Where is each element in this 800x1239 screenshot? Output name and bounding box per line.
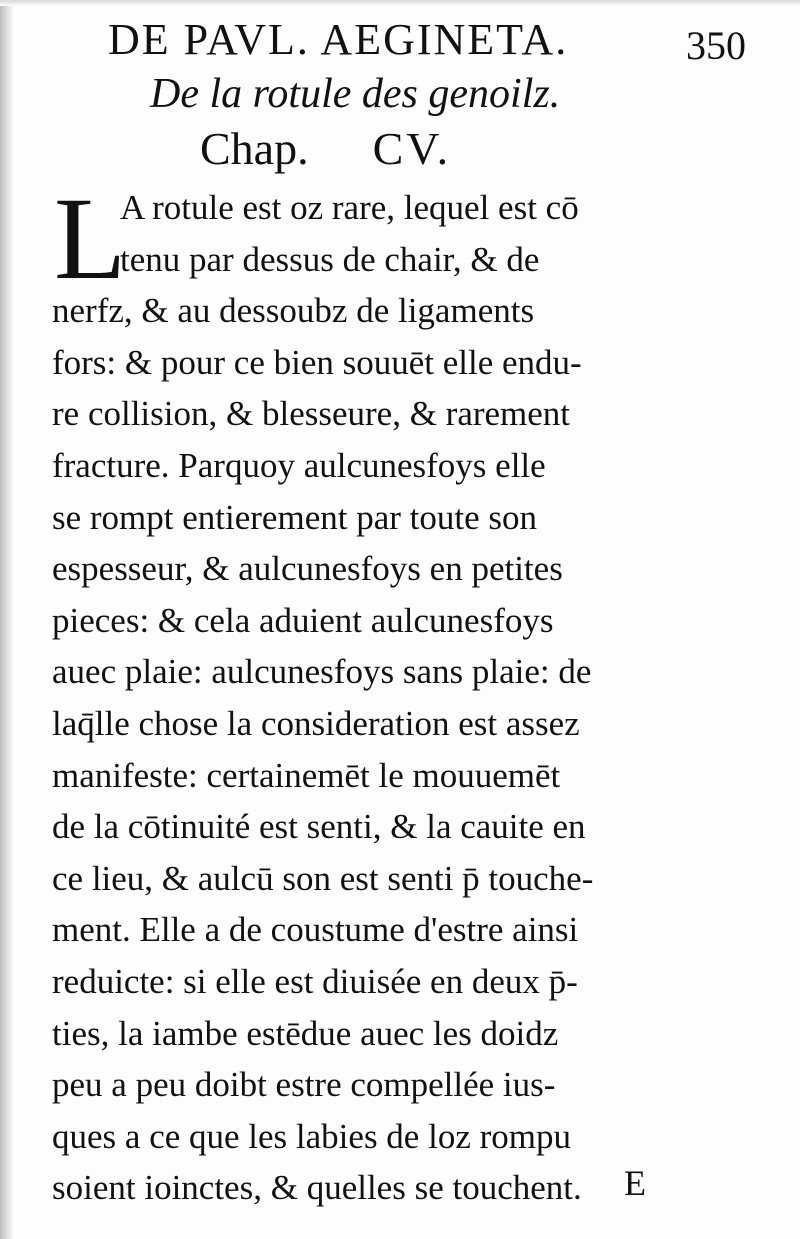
chapter-numeral: CV. xyxy=(372,123,452,174)
text-line: pieces: & cela aduient aulcunesfoys xyxy=(52,600,554,640)
text-line: re collision, & blesseure, & rarement xyxy=(52,394,571,434)
text-line: tenu par dessus de chair, & de xyxy=(120,239,540,279)
chapter-heading xyxy=(200,122,451,175)
text-line: auec plaie: aulcunesfoys sans plaie: de xyxy=(52,652,592,692)
page-gutter-shadow xyxy=(0,0,14,1239)
running-head: DE PAVL. AEGINETA. xyxy=(108,15,569,64)
text-line: reduicte: si elle est diuisée en deux p̄- xyxy=(52,961,578,1001)
drop-cap: L xyxy=(54,173,127,304)
text-line: ques a ce que les labies de loz rompu xyxy=(52,1116,571,1156)
text-line: se rompt entierement par toute son xyxy=(52,497,537,537)
chapter-label: Chap. xyxy=(200,123,309,174)
text-line: nerfz, & au dessoubz de ligaments xyxy=(52,291,535,331)
text-line: laq̄lle chose la consideration est assez xyxy=(52,703,580,743)
text-line: fors: & pour ce bien souuēt elle endu- xyxy=(52,342,582,382)
text-line: fracture. Parquoy aulcunesfoys elle xyxy=(52,445,546,485)
page-top-edge xyxy=(0,0,800,6)
text-line: ce lieu, & aulcū son est senti p̄ touche- xyxy=(52,858,594,898)
text-line: soient ioinctes, & quelles se touchent. xyxy=(52,1168,582,1208)
text-line: peu a peu doibt estre compellée ius- xyxy=(52,1065,556,1105)
text-line: espesseur, & aulcunesfoys en petites xyxy=(52,549,563,589)
text-line: ties, la iambe estēdue auec les doidz xyxy=(52,1013,559,1053)
body-text xyxy=(52,173,672,1214)
text-line: de la cōtinuité est senti, & la cauite en xyxy=(52,807,586,847)
text-line: manifeste: certainemēt le mouuemēt xyxy=(52,755,561,795)
catchword: E xyxy=(624,1163,646,1203)
chapter-title: De la rotule des genoilz. xyxy=(150,71,561,117)
text-line: A rotule est oz rare, lequel est cō xyxy=(120,188,579,227)
page-number: 350 xyxy=(686,23,746,68)
text-line: ment. Elle a de coustume d'estre ainsi xyxy=(52,910,579,950)
